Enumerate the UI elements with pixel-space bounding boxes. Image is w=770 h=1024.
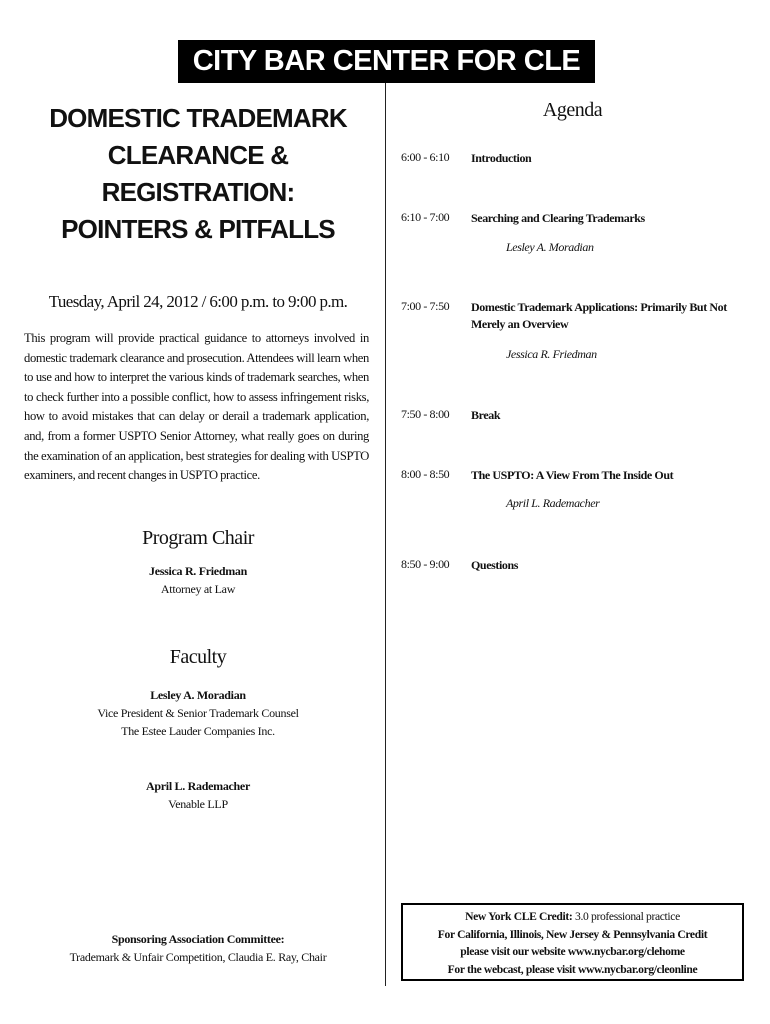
clehome-link-text: please visit our website www.nycbar.org/clehome (460, 945, 685, 958)
program-chair-heading: Program Chair (142, 527, 254, 549)
agenda-speaker: April L. Rademacher (506, 496, 600, 510)
title-line: POINTERS & PITFALLS (61, 214, 335, 244)
title-line: REGISTRATION: (101, 177, 295, 207)
sponsoring-committee (22, 930, 374, 966)
program-title (22, 100, 374, 248)
program-chair (22, 562, 374, 598)
agenda-speaker: Jessica R. Friedman (506, 347, 597, 361)
agenda-time: 7:00 - 7:50 (401, 299, 450, 313)
agenda-time: 8:50 - 9:00 (401, 557, 450, 571)
agenda-topic: Introduction (471, 151, 532, 165)
person-title: Vice President & Senior Trademark Counsel (97, 706, 299, 720)
person-affiliation: Venable LLP (168, 797, 228, 811)
faculty-member (22, 777, 374, 813)
faculty-member (22, 686, 374, 740)
agenda-speaker: Lesley A. Moradian (506, 240, 594, 254)
person-name: Jessica R. Friedman (149, 564, 247, 578)
agenda-heading: Agenda (542, 99, 603, 121)
header-banner: CITY BAR CENTER FOR CLE (178, 40, 595, 83)
person-name: April L. Rademacher (146, 779, 250, 793)
agenda-topic: Questions (471, 558, 519, 572)
column-divider (385, 83, 386, 986)
agenda-topic: Break (471, 408, 501, 422)
title-line: CLEARANCE & (107, 140, 289, 170)
ny-credit-value: 3.0 professional practice (575, 910, 680, 923)
agenda-time: 6:00 - 6:10 (401, 150, 450, 164)
program-date: Tuesday, April 24, 2012 / 6:00 p.m. to 9:00 p.m. (48, 292, 348, 311)
agenda-topic: Domestic Trademark Applications: Primarily But Not Merely an Overview (471, 300, 727, 331)
webcast-link-text: For the webcast, please visit www.nycbar.org/cleonline (447, 962, 698, 976)
person-affiliation: Attorney at Law (160, 582, 236, 596)
cle-credit-box (401, 903, 744, 981)
agenda-topic: The USPTO: A View From The Inside Out (471, 468, 674, 482)
ny-credit-label: New York CLE Credit: (465, 910, 573, 923)
agenda-topic: Searching and Clearing Trademarks (471, 211, 645, 225)
faculty-heading: Faculty (169, 646, 227, 668)
person-name: Lesley A. Moradian (150, 688, 246, 702)
title-line: DOMESTIC TRADEMARK (49, 103, 347, 133)
person-affiliation: The Estee Lauder Companies Inc. (121, 724, 275, 738)
sponsor-text: Trademark & Unfair Competition, Claudia E. Ray, Chair (69, 950, 327, 964)
sponsor-label: Sponsoring Association Committee: (111, 932, 285, 946)
agenda-time: 8:00 - 8:50 (401, 467, 450, 481)
agenda-time: 7:50 - 8:00 (401, 407, 450, 421)
program-description: This program will provide practical guidance to attorneys involved in domestic trademark clearance and prosecution. Attendees will learn when to use and how to interpret the various kinds of trademark searches, when to check further into a possible conflict, how to assess infringement risks, how to avoid mistakes that can delay or derail a trademark application, and, from a former USPTO Senior Attorney, what really goes on during the examination of an application, best strategies for dealing with USPTO examiners, and recent changes in USPTO practice. (24, 331, 369, 483)
ny-credit-line (403, 908, 742, 926)
agenda-time: 6:10 - 7:00 (401, 210, 450, 224)
other-states-credit: For California, Illinois, New Jersey & Pennsylvania Credit (437, 927, 708, 941)
